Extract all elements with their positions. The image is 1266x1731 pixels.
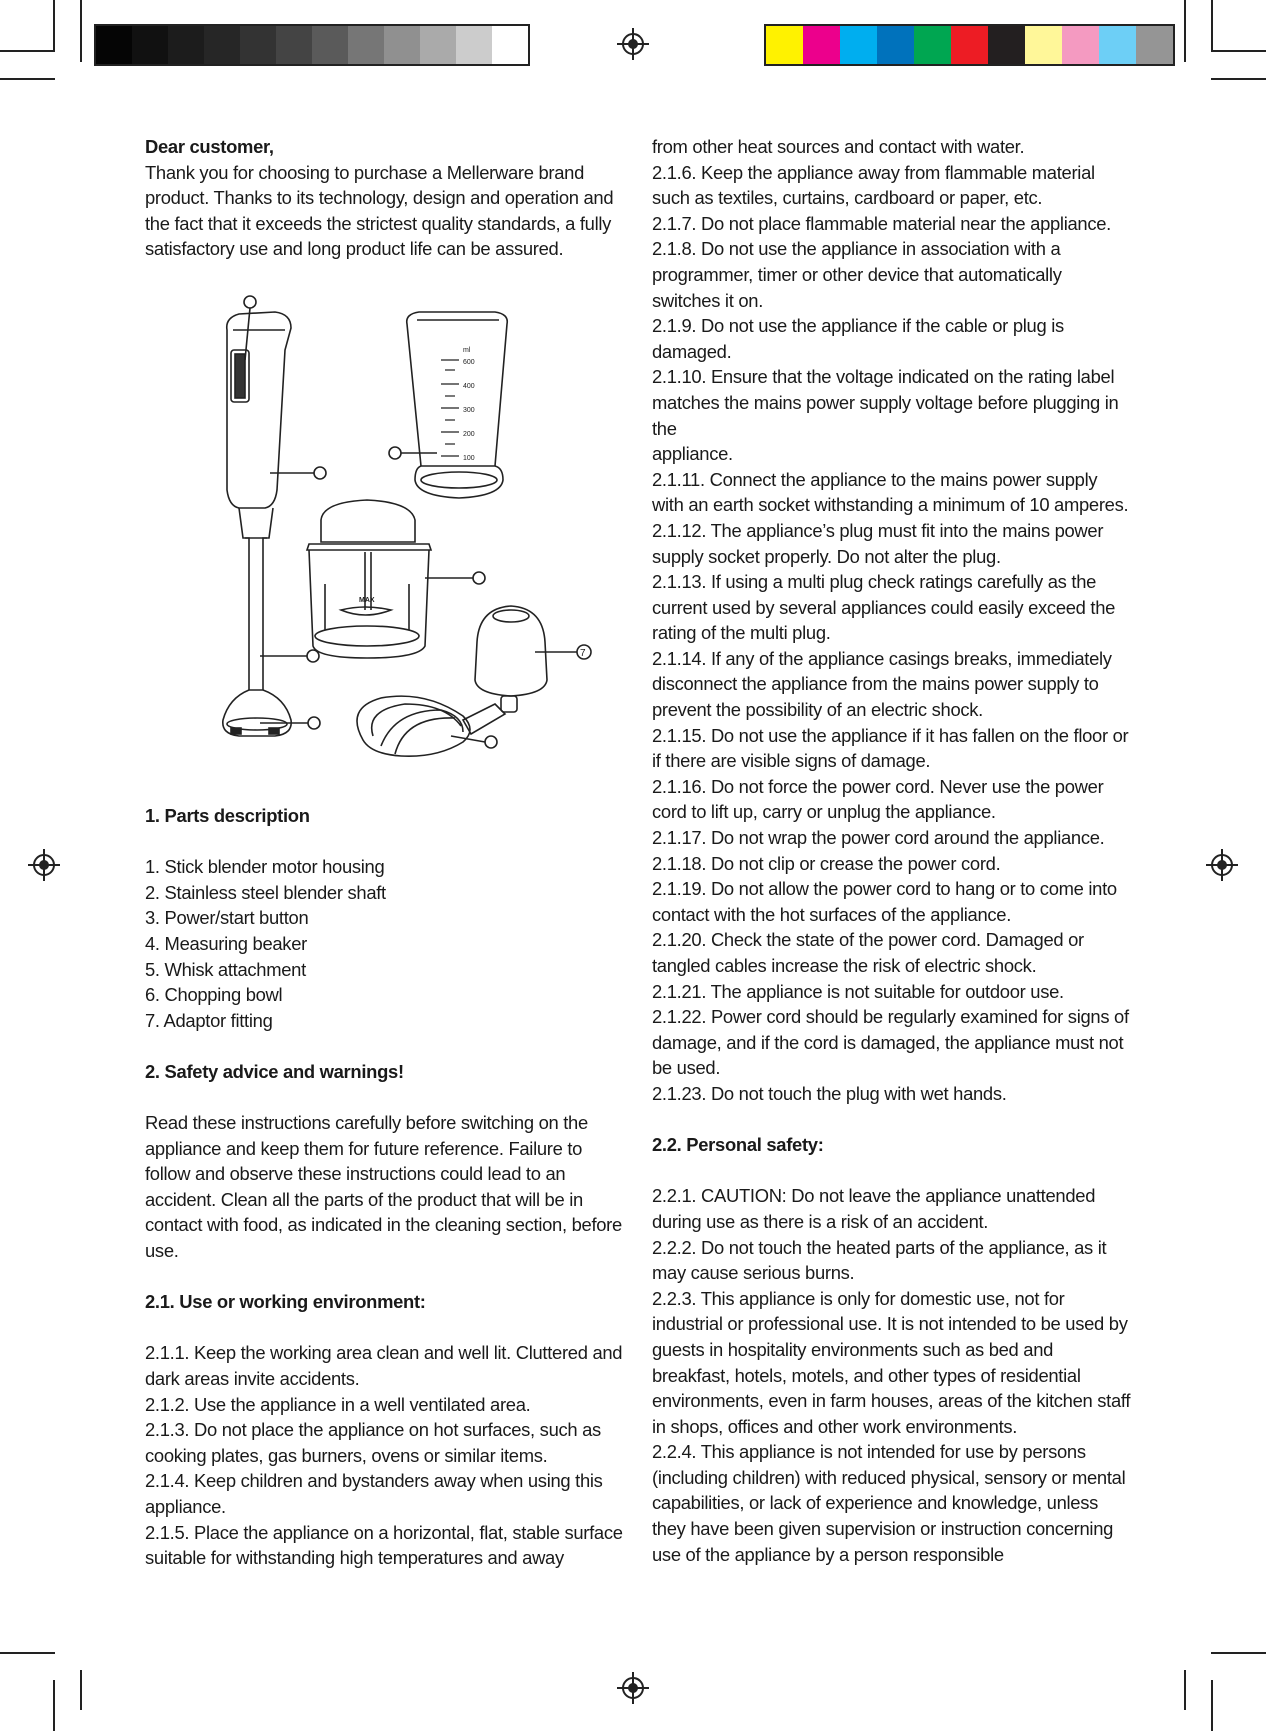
registration-mark-icon [28,849,60,881]
color-swatch [420,26,456,64]
color-swatch [766,26,803,64]
greeting-heading: Dear customer, [145,136,274,157]
color-swatch [132,26,168,64]
color-swatch [492,26,528,64]
color-swatch [348,26,384,64]
blender-shaft-drawing [223,508,291,736]
beaker-scale-label: 300 [463,407,475,414]
environment-item: 2.1.10. Ensure that the voltage indicated on the rating label matches the mains power supply voltage before plugging in the [652,366,1124,439]
beaker-scale-label: 200 [463,431,475,438]
personal-safety-item: 2.2.1. CAUTION: Do not leave the appliance unattended during use as there is a risk of an accident. [652,1185,1100,1232]
crop-mark [53,0,55,52]
color-swatch [384,26,420,64]
color-swatch [988,26,1025,64]
color-calibration-bar [764,24,1175,66]
parts-list-item: 6. Chopping bowl [145,984,283,1006]
environment-item: 2.1.15. Do not use the appliance if it has fallen on the floor or if there are visible signs of damage. [652,724,1134,772]
environment-item: 2.1.4. Keep children and bystanders away when using this appliance. [145,1470,608,1517]
color-swatch [840,26,877,64]
personal-safety-item: 2.2.2. Do not touch the heated parts of the appliance, as it may cause serious burns. [652,1236,1112,1284]
beaker-scale-label: 400 [463,383,475,390]
color-swatch [1025,26,1062,64]
environment-item: 2.1.22. Power cord should be regularly examined for signs of damage, and if the cord is damaged, the appliance must not be used. [652,1006,1134,1079]
environment-item: 2.1.14. If any of the appliance casings breaks, immediately disconnect the appliance from the mains power supply to prevent the possibility of an electric shock. [652,647,1117,721]
blender-parts-illustration [205,290,605,800]
color-swatch [803,26,840,64]
crop-mark [80,1670,82,1710]
color-swatch [96,26,132,64]
environment-item: 2.1.16. Do not force the power cord. Never use the power cord to lift up, carry or unplug the appliance. [652,775,1109,823]
motor-housing-drawing [227,312,291,508]
color-swatch [914,26,951,64]
environment-item: 2.1.6. Keep the appliance away from flammable material such as textiles, curtains, cardboard or paper, etc. [652,161,1100,209]
crop-mark [1211,78,1266,80]
personal-safety-list [652,1183,1135,1567]
environment-item: 2.1.9. Do not use the appliance if the cable or plug is damaged. [652,315,1069,362]
crop-mark [0,50,55,52]
registration-mark-icon [617,28,649,60]
environment-item: 2.1.13. If using a multi plug check ratings carefully as the current used by several appliances could easily exceed the rating of the multi plug. [652,571,1120,644]
crop-mark [1211,0,1213,52]
personal-safety-item: 2.2.4. This appliance is not intended for use by persons (including children) with reduced physical, sensory or mental capabilities, or lack of experience and knowledge, unless they have been given supervision or instruction concerning use of the appliance by a person responsible [652,1441,1131,1565]
color-swatch [276,26,312,64]
crop-mark [0,78,55,80]
environment-list-continued [652,134,1132,1107]
environment-item: from other heat sources and contact with water. [652,136,1025,157]
color-swatch [877,26,914,64]
crop-mark [1211,50,1266,52]
callout-seven: 7 [580,648,586,659]
environment-item: 2.1.2. Use the appliance in a well ventilated area. [145,1393,531,1415]
adaptor-fitting-drawing [475,606,547,696]
beaker-scale-label: 600 [463,359,475,366]
bowl-max-label: MAX [359,597,375,604]
environment-list [145,1340,628,1570]
environment-item: appliance. [652,443,733,465]
measuring-beaker-drawing [407,312,508,498]
environment-item: 2.1.19. Do not allow the power cord to hang or to come into contact with the hot surfaces of the appliance. [652,878,1122,925]
crop-mark [1211,1680,1213,1731]
crop-mark [1184,0,1186,62]
chopping-bowl-drawing [307,500,431,658]
parts-list-item: 7. Adaptor fitting [145,1009,273,1031]
personal-safety-item: 2.2.3. This appliance is only for domestic use, not for industrial or professional use. It is not intended to be used by guests in hospitality environments such as bed and breakfast, hotels, motels, and other types of residential environments, even in farm houses, areas of the kitchen staff in shops, offices and other work environments. [652,1287,1135,1437]
crop-mark [80,0,82,62]
color-swatch [240,26,276,64]
environment-heading: 2.1. Use or working environment: [145,1291,426,1313]
parts-list-item: 3. Power/start button [145,907,309,929]
environment-item: 2.1.8. Do not use the appliance in association with a programmer, timer or other device that automatically switches it on. [652,238,1067,311]
parts-list-item: 2. Stainless steel blender shaft [145,881,386,903]
environment-item: 2.1.20. Check the state of the power cord. Damaged or tangled cables increase the risk of electric shock. [652,929,1089,976]
color-swatch [1062,26,1099,64]
color-swatch [456,26,492,64]
personal-safety-heading: 2.2. Personal safety: [652,1134,824,1156]
color-swatch [204,26,240,64]
intro-paragraph: Thank you for choosing to purchase a Mellerware brand product. Thanks to its technology, design and operation and the fact that it exceeds the strictest quality standards, a fully satisfactory use and long product life can be assured. [145,161,619,260]
environment-item: 2.1.1. Keep the working area clean and well lit. Cluttered and dark areas invite accidents. [145,1342,628,1390]
environment-item: 2.1.11. Connect the appliance to the mains power supply with an earth socket withstanding a minimum of 10 amperes. [652,468,1129,516]
parts-list-item: 1. Stick blender motor housing [145,856,385,878]
safety-intro: Read these instructions carefully before switching on the appliance and keep them for future reference. Failure to follow and observe these instructions could lead to an accident. Clean all the parts of the product that will be in contact with food, as indicated in the cleaning section, before use. [145,1112,627,1262]
crop-mark [0,1652,55,1654]
parts-list-item: 5. Whisk attachment [145,958,306,980]
crop-mark [1184,1670,1186,1710]
environment-item: 2.1.18. Do not clip or crease the power cord. [652,852,1001,874]
color-swatch [168,26,204,64]
greyscale-calibration-bar [94,24,530,66]
registration-mark-icon [617,1672,649,1704]
color-swatch [1099,26,1136,64]
environment-item: 2.1.21. The appliance is not suitable for outdoor use. [652,980,1064,1002]
parts-list-item: 4. Measuring beaker [145,932,307,954]
crop-mark [53,1680,55,1731]
parts-heading: 1. Parts description [145,804,310,826]
crop-mark [1211,1652,1266,1654]
environment-item: 2.1.5. Place the appliance on a horizontal, flat, stable surface suitable for withstanding high temperatures and away [145,1521,628,1569]
environment-item: 2.1.12. The appliance’s plug must fit into the mains power supply socket properly. Do not alter the plug. [652,519,1108,567]
parts-list [145,854,625,1033]
right-column [652,134,1135,1567]
color-swatch [312,26,348,64]
color-swatch [951,26,988,64]
safety-heading: 2. Safety advice and warnings! [145,1060,404,1082]
registration-mark-icon [1206,849,1238,881]
environment-item: 2.1.23. Do not touch the plug with wet hands. [652,1082,1007,1104]
environment-item: 2.1.3. Do not place the appliance on hot surfaces, such as cooking plates, gas burners, ovens or similar items. [145,1419,606,1466]
environment-item: 2.1.7. Do not place flammable material near the appliance. [652,212,1111,234]
beaker-scale-label: 100 [463,455,475,462]
beaker-scale-label: ml [463,347,471,354]
environment-item: 2.1.17. Do not wrap the power cord around the appliance. [652,827,1105,849]
color-swatch [1136,26,1173,64]
